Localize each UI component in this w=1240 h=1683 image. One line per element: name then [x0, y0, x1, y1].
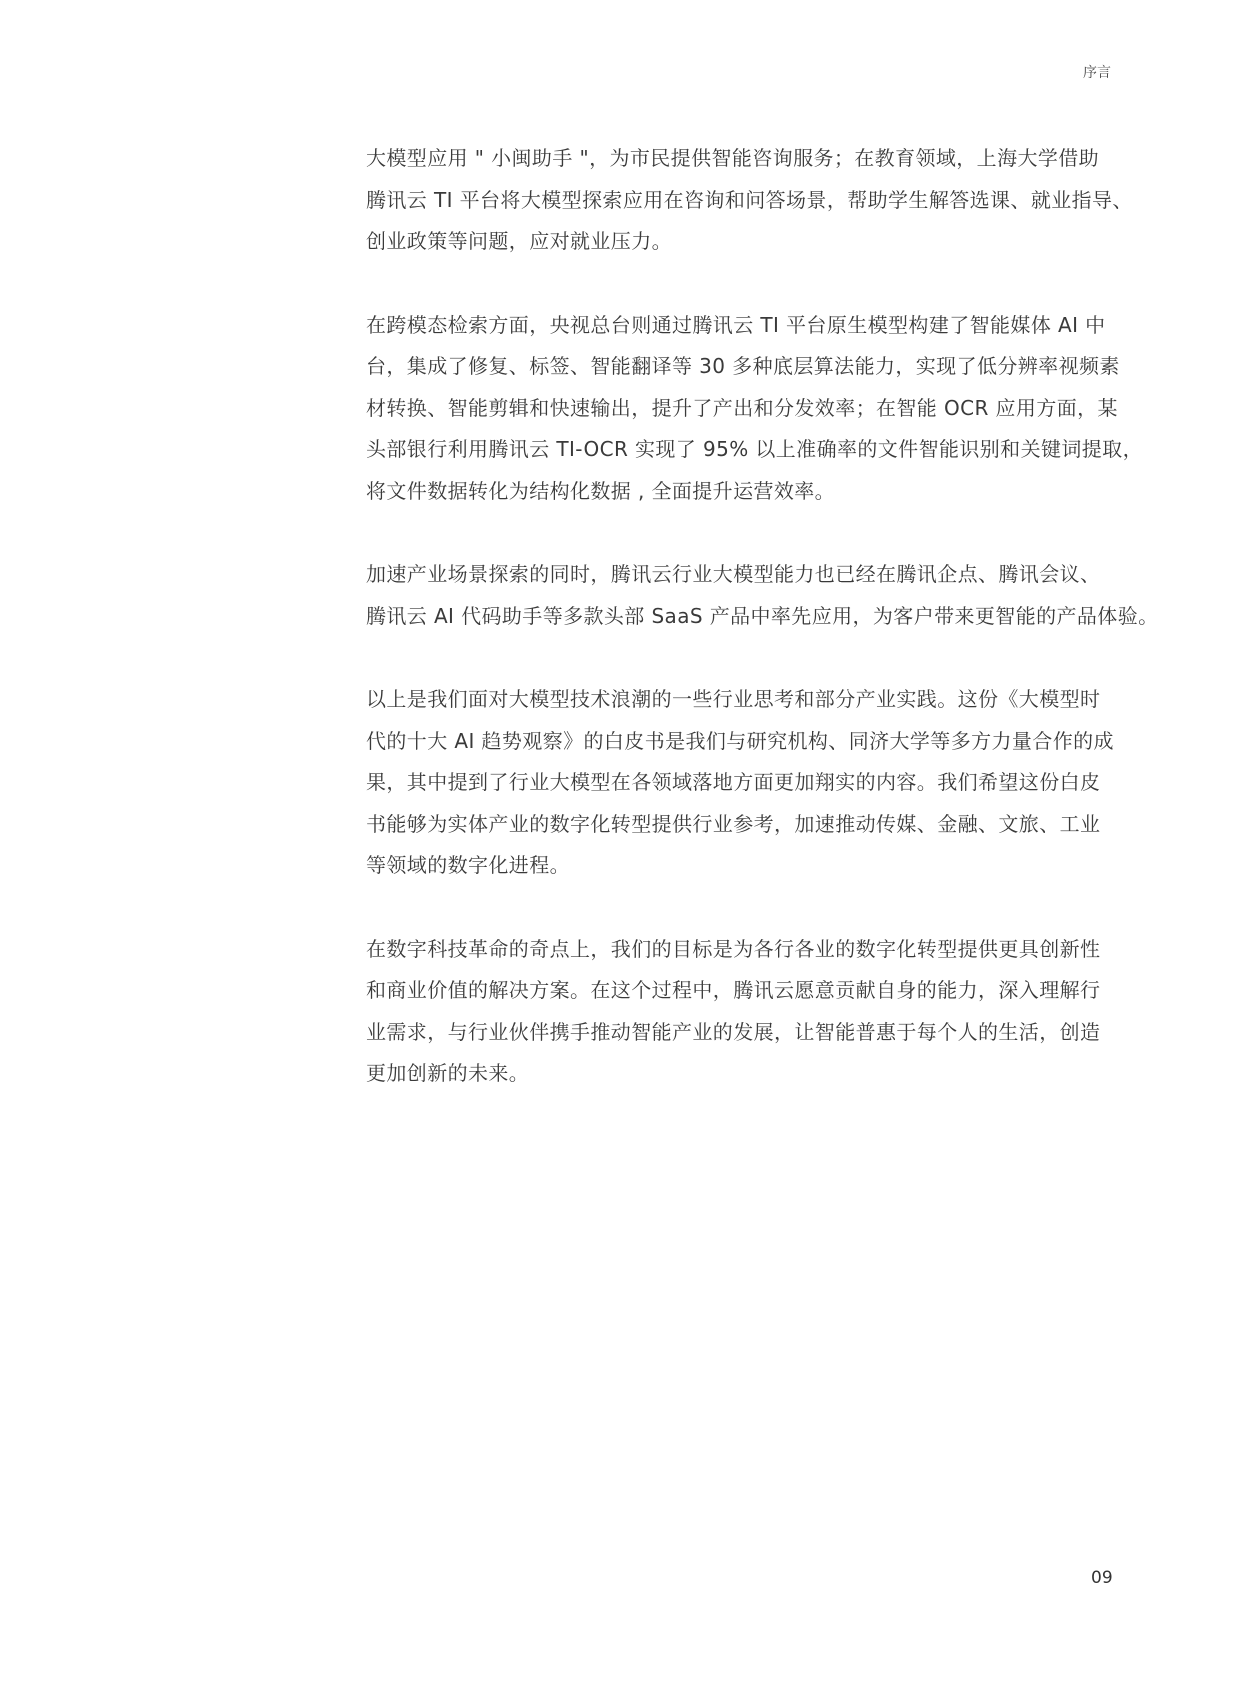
body-text — [366, 138, 1159, 1095]
page-number: 09 — [1091, 1568, 1113, 1588]
text-line: 头部银行利用腾讯云 TI-OCR 实现了 95% 以上准确率的文件智能识别和关键词提取， — [366, 437, 1143, 461]
text-line: 大模型应用 " 小闽助手 "，为市民提供智能咨询服务；在教育领域，上海大学借助 — [366, 146, 1100, 170]
text-line: 业需求，与行业伙伴携手推动智能产业的发展，让智能普惠于每个人的生活，创造 — [366, 1019, 1101, 1044]
text-line: 果，其中提到了行业大模型在各领域落地方面更加翔实的内容。我们希望这份白皮 — [366, 770, 1101, 794]
paragraph — [366, 679, 1126, 887]
text-line: 材转换、智能剪辑和快速输出，提升了产出和分发效率；在智能 OCR 应用方面，某 — [366, 395, 1118, 420]
text-line: 书能够为实体产业的数字化转型提供行业参考，加速推动传媒、金融、文旅、工业 — [366, 811, 1101, 836]
text-line: 腾讯云 TI 平台将大模型探索应用在咨询和问答场景，帮助学生解答选课、就业指导、 — [366, 187, 1133, 212]
text-line: 以上是我们面对大模型技术浪潮的一些行业思考和部分产业实践。这份《大模型时 — [366, 687, 1101, 711]
text-line: 加速产业场景探索的同时，腾讯云行业大模型能力也已经在腾讯企点、腾讯会议、 — [366, 562, 1101, 586]
text-line: 将文件数据转化为结构化数据 , 全面提升运营效率。 — [366, 478, 836, 503]
text-line: 更加创新的未来。 — [366, 1061, 530, 1085]
text-line: 和商业价值的解决方案。在这个过程中，腾讯云愿意贡献自身的能力，深入理解行 — [366, 978, 1101, 1002]
text-line: 代的十大 AI 趋势观察》的白皮书是我们与研究机构、同济大学等多方力量合作的成 — [366, 728, 1114, 753]
section-label: 序言 — [1083, 65, 1111, 81]
paragraph — [366, 929, 1126, 1095]
text-line: 等领域的数字化进程。 — [366, 853, 570, 877]
paragraph — [366, 138, 1133, 263]
text-line: 在跨模态检索方面，央视总台则通过腾讯云 TI 平台原生模型构建了智能媒体 AI 中 — [366, 312, 1106, 337]
paragraph — [366, 554, 1159, 637]
text-line: 腾讯云 AI 代码助手等多款头部 SaaS 产品中率先应用，为客户带来更智能的产品体验。 — [366, 603, 1159, 628]
text-line: 创业政策等问题，应对就业压力。 — [366, 229, 672, 253]
text-line: 在数字科技革命的奇点上，我们的目标是为各行各业的数字化转型提供更具创新性 — [366, 936, 1101, 961]
text-line: 台，集成了修复、标签、智能翻译等 30 多种底层算法能力，实现了低分辨率视频素 — [366, 354, 1120, 378]
paragraph — [366, 305, 1143, 513]
